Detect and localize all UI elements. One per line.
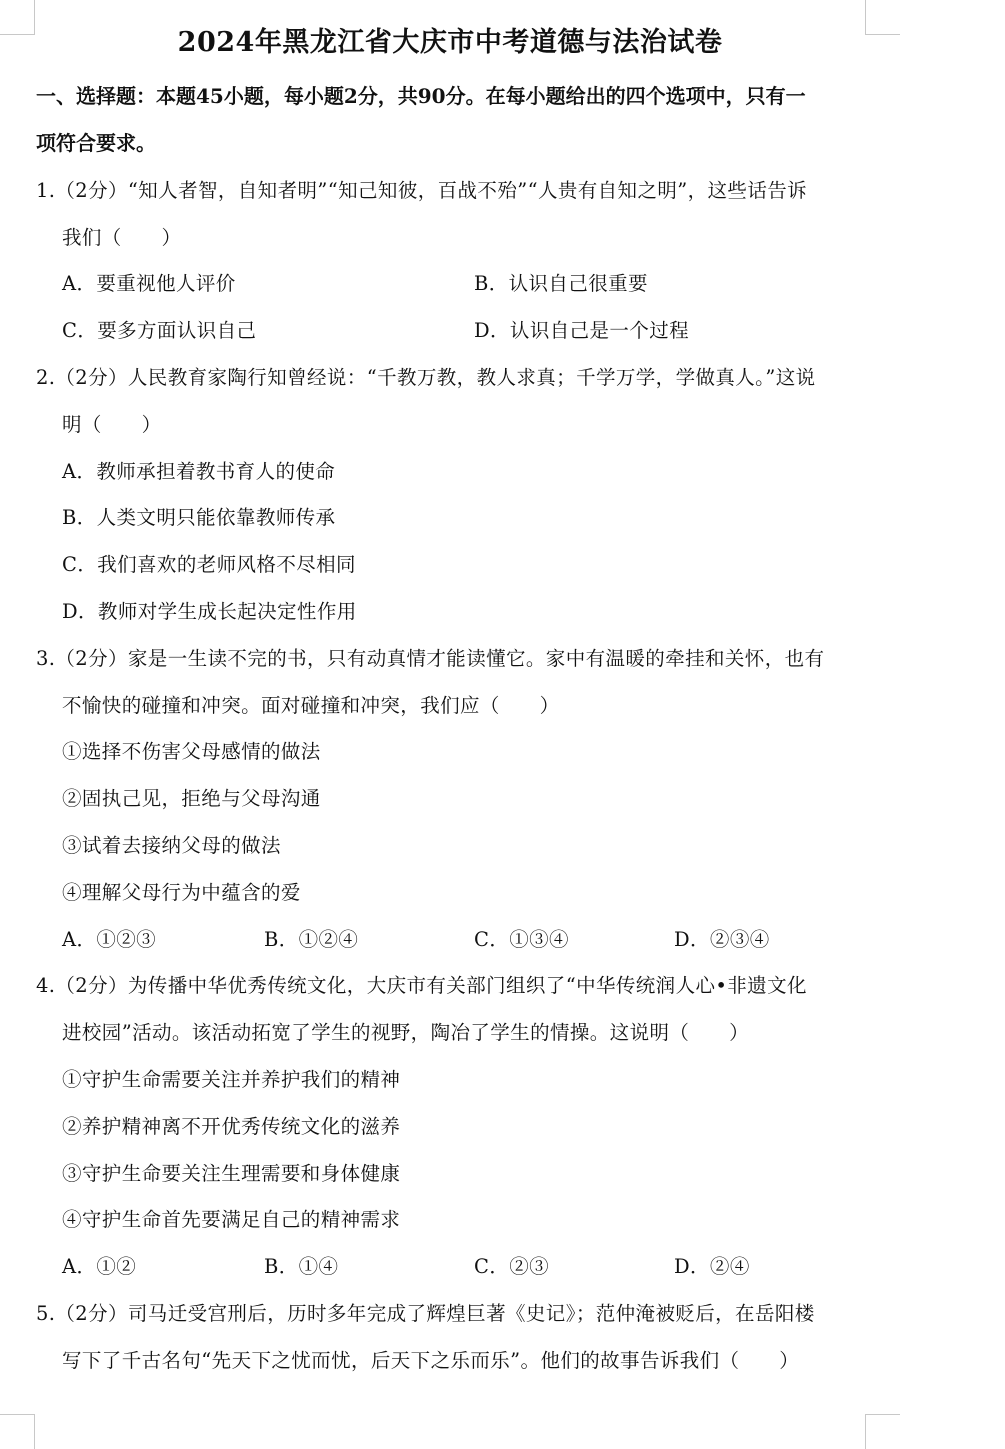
- question-4-statement-2: ②养护精神离不开优秀传统文化的滋养: [62, 1115, 401, 1138]
- question-4-stem: 4.（2分）为传播中华优秀传统文化，大庆市有关部门组织了“中华传统润人心•非遗文化: [36, 974, 807, 997]
- question-2-option-d[interactable]: D．教师对学生成长起决定性作用: [62, 600, 357, 623]
- question-1-stem: 1.（2分）“知人者智，自知者明”“知己知彼，百战不殆”“人贵有自知之明”，这些话告诉: [36, 179, 808, 202]
- question-1-option-c[interactable]: C．要多方面认识自己: [62, 319, 257, 342]
- question-4-option-c[interactable]: C．②③: [474, 1255, 550, 1278]
- question-3-statement-4: ④理解父母行为中蕴含的爱: [62, 881, 301, 904]
- page-title: 2024年黑龙江省大庆市中考道德与法治试卷: [177, 27, 723, 58]
- question-3-statement-2: ②固执己见，拒绝与父母沟通: [62, 787, 321, 810]
- question-2-option-b[interactable]: B．人类文明只能依靠教师传承: [62, 506, 336, 529]
- question-2-stem: 2.（2分）人民教育家陶行知曾经说：“千教万教，教人求真；千学万学，学做真人。”这说: [36, 366, 816, 389]
- question-4-stem-cont: 进校园”活动。该活动拓宽了学生的视野，陶冶了学生的情操。这说明（ ）: [62, 1021, 749, 1044]
- question-3-statement-1: ①选择不伤害父母感情的做法: [62, 740, 321, 763]
- question-2-option-c[interactable]: C．我们喜欢的老师风格不尽相同: [62, 553, 356, 576]
- question-2-stem-cont: 明（ ）: [62, 413, 162, 436]
- question-1-option-d[interactable]: D．认识自己是一个过程: [474, 319, 690, 342]
- question-4-statement-1: ①守护生命需要关注并养护我们的精神: [62, 1068, 401, 1091]
- section-heading-line2: 项符合要求。: [36, 131, 156, 155]
- question-3-stem-cont: 不愉快的碰撞和冲突。面对碰撞和冲突，我们应（ ）: [62, 694, 560, 717]
- question-3-statement-3: ③试着去接纳父母的做法: [62, 834, 281, 857]
- question-3-option-d[interactable]: D．②③④: [674, 928, 770, 951]
- question-4-option-b[interactable]: B．①④: [264, 1255, 339, 1278]
- question-4-statement-4: ④守护生命首先要满足自己的精神需求: [62, 1208, 401, 1231]
- question-3-option-b[interactable]: B．①②④: [264, 928, 359, 951]
- question-1-option-a[interactable]: A．要重视他人评价: [62, 272, 236, 295]
- crop-mark-bottom-right: [865, 1414, 900, 1449]
- question-3-option-c[interactable]: C．①③④: [474, 928, 569, 951]
- question-5-stem-cont: 写下了千古名句“先天下之忧而忧，后天下之乐而乐”。他们的故事告诉我们（ ）: [62, 1349, 800, 1372]
- question-4-option-d[interactable]: D．②④: [674, 1255, 750, 1278]
- question-2-option-a[interactable]: A．教师承担着教书育人的使命: [62, 460, 336, 483]
- question-5-stem: 5.（2分）司马迁受宫刑后，历时多年完成了辉煌巨著《史记》；范仲淹被贬后，在岳阳楼: [36, 1302, 815, 1325]
- question-4-statement-3: ③守护生命要关注生理需要和身体健康: [62, 1162, 401, 1185]
- crop-mark-bottom-left: [0, 1414, 35, 1449]
- question-1-option-b[interactable]: B．认识自己很重要: [474, 272, 648, 295]
- question-1-stem-cont: 我们（ ）: [62, 226, 182, 249]
- question-4-option-a[interactable]: A．①②: [62, 1255, 137, 1278]
- question-3-stem: 3.（2分）家是一生读不完的书，只有动真情才能读懂它。家中有温暖的牵挂和关怀，也有: [36, 647, 825, 670]
- question-3-option-a[interactable]: A．①②③: [62, 928, 157, 951]
- section-heading-line1: 一、选择题：本题45小题，每小题2分，共90分。在每小题给出的四个选项中，只有一: [36, 84, 806, 108]
